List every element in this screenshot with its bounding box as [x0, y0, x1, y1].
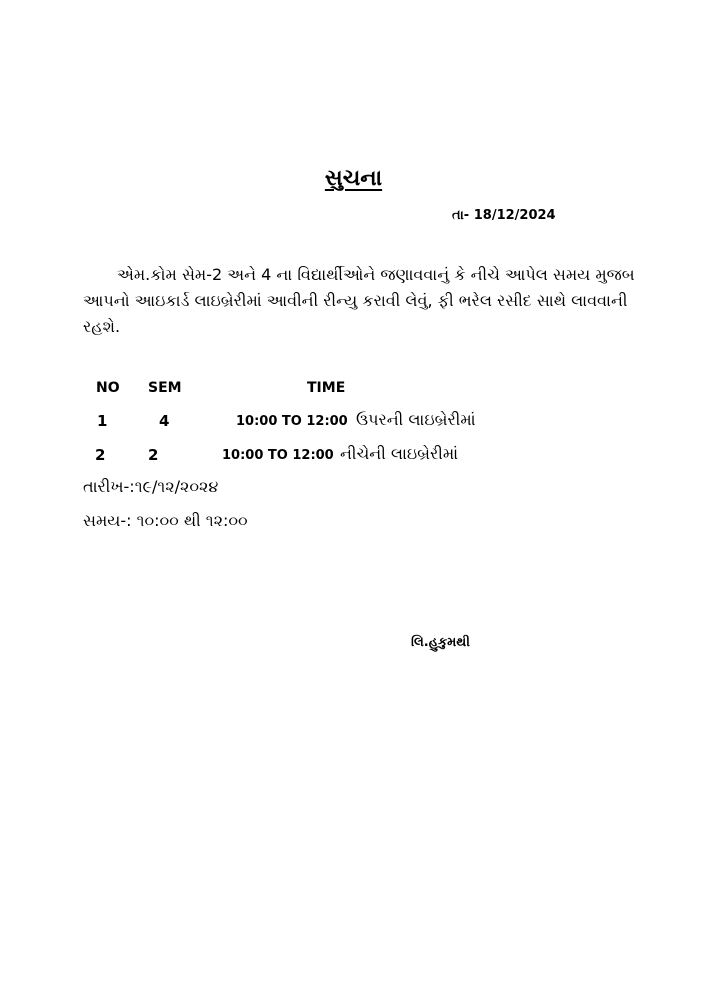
table-row-2-time: 10:00 TO 12:00 — [222, 448, 334, 463]
notice-date-line: તારીખ-:૧૯/૧૨/૨૦૨૪ — [83, 477, 219, 496]
table-row-1-no: 1 — [97, 412, 108, 430]
table-row-1-time: 10:00 TO 12:00 — [236, 414, 348, 429]
table-row-2-no: 2 — [95, 446, 106, 464]
notice-body: એમ.કોમ સેમ-2 અને 4 ના વિદ્યાર્થીઓને જણાવવાનું કે નીચે આપેલ સમય મુજબ આપનો આઇકાર્ડ લાઇબ્રેરીમાં આવીની રીન્યુ કરાવી લેવું, ફી ભરેલ રસીદ સાથે લાવવાની રહશે. — [83, 265, 635, 336]
table-header-time: TIME — [307, 380, 346, 396]
table-header-sem: SEM — [148, 380, 182, 396]
notice-title: સુચના — [324, 166, 383, 191]
notice-date: તા- 18/12/2024 — [452, 208, 556, 223]
table-row-2-location: નીચેની લાઇબ્રેરીમાં — [340, 444, 459, 463]
table-row-1-sem: 4 — [159, 412, 170, 430]
table-header-no: NO — [96, 380, 120, 396]
notice-signature: લિ.હુકુમથી — [411, 635, 470, 650]
table-row-2-sem: 2 — [148, 446, 159, 464]
notice-time-line: સમય-: ૧૦:૦૦ થી ૧૨:૦૦ — [83, 511, 248, 530]
table-row-1-location: ઉપરની લાઇબ્રેરીમાં — [356, 410, 476, 429]
